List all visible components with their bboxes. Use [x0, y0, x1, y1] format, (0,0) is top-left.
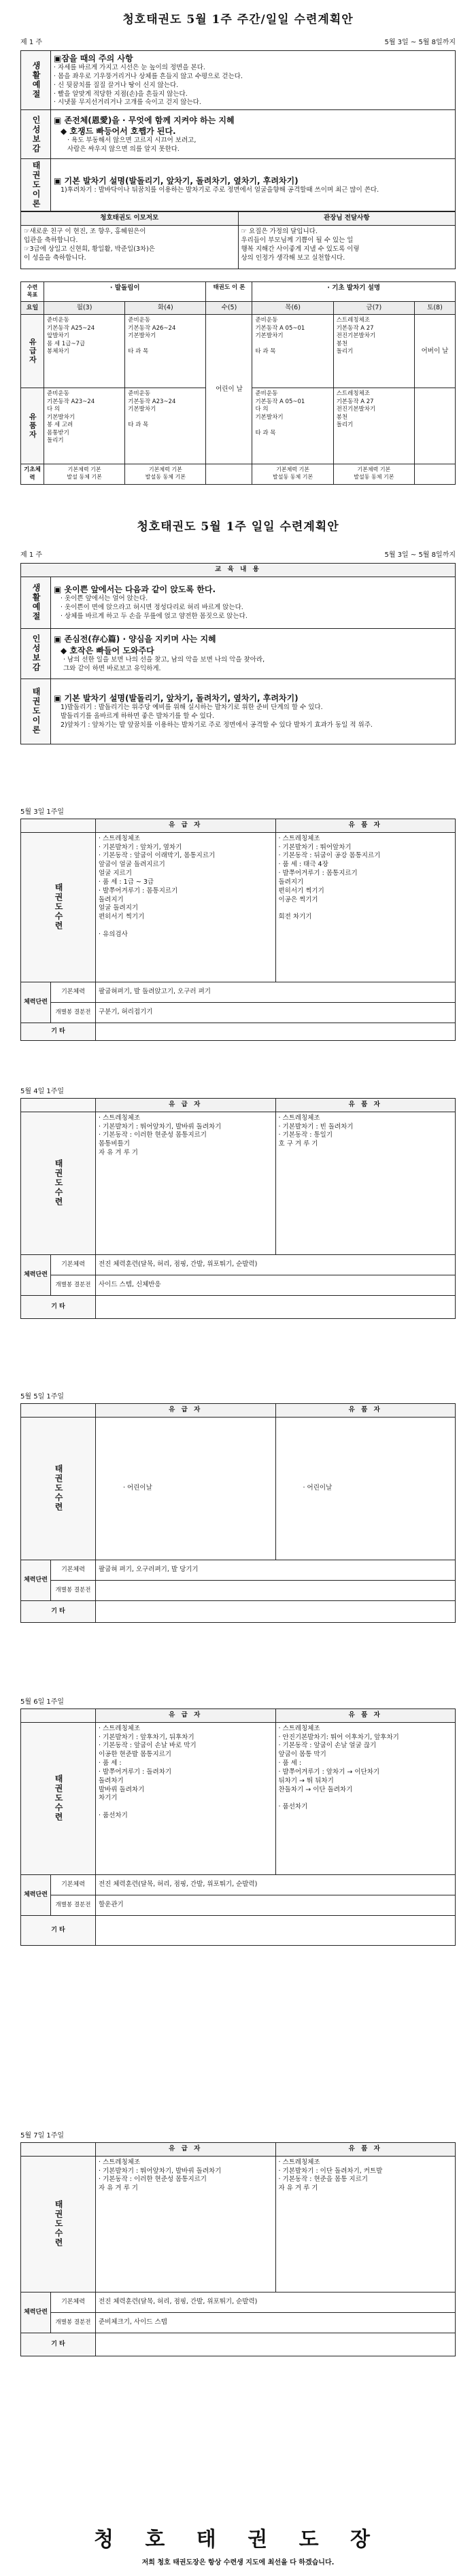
high-level-plan: · 스트레칭체조 · 기본발차기 : 빈 돌려차기 · 기본동작 : 통일기 호 구 겨 루 기 — [275, 1112, 456, 1254]
fitness-plan: 팔굽혀펴기, 발 돌려앉고기, 오구러 펴기 — [96, 982, 456, 1002]
row-label: 기초체력 — [21, 464, 44, 485]
notice-head: 청호태권도 이모저모 — [21, 212, 239, 226]
etc-plan — [96, 2333, 456, 2356]
weekday-corner: 요일 — [21, 301, 44, 315]
parent-notice-body: ☞ 요질은 가정의 달입니다. 우리들이 부모님께 기쁨이 될 수 있는 일 행복 지해간 사이좋게 지낼 수 있도록 이렇 상의 인정가 생각해 보고 실천합시다. — [238, 226, 456, 269]
daily-label: 개별봉 결분전 — [51, 2312, 96, 2333]
low-level-plan: · 어린이날 — [96, 1417, 276, 1560]
high-level-head: 유 품 자 — [275, 1404, 456, 1418]
etc-label: 기 타 — [21, 1600, 96, 1622]
academy-name: 청 호 태 권 도 장 — [93, 2528, 383, 2552]
daily-label: 개별봉 결분전 — [51, 1002, 96, 1023]
etc-label: 기 타 — [21, 1023, 96, 1040]
row-label: 유급자 — [21, 315, 44, 388]
section-body: ▣ 옷이쁜 앞에서는 다음과 같이 앉도록 한다. · 옷이쁜 앞에서는 얼어 앉는다. · 옷이쁜이 면에 앉으라고 허시면 정성다리로 허리 바르게 앉는다. · 상체를 바르게 하고 두 손을 무릎에 얹고 얌전한 몸짓으로 앉는다. — [51, 577, 456, 628]
schedule-corner: 수련 목표 — [21, 282, 44, 302]
weekday-header: 수(5) — [206, 301, 252, 315]
daily-label: 개별봉 결분전 — [51, 1895, 96, 1915]
daily-table — [20, 1708, 456, 1946]
daily-plan: 사이드 스템, 신체반응 — [96, 1275, 456, 1295]
week-number: 제 1 주 — [20, 551, 43, 559]
stretch-label: 기본체력 — [51, 1254, 96, 1275]
high-level-plan: · 스트레칭체조 · 기본발차기 : 이단 돌려차기, 커트발 · 기본동작 : 현준을 몸통 지르기 자 유 겨 루 기 — [275, 2156, 456, 2292]
daily-label: 개별봉 결분전 — [51, 1580, 96, 1600]
etc-plan — [96, 1295, 456, 1318]
schedule-cell: 기본체력 기본 발설동 동체 기본 — [125, 464, 206, 485]
low-level-head: 유 급 자 — [96, 1709, 276, 1723]
training-label: 태권도수련 — [21, 832, 96, 982]
low-level-head: 유 급 자 — [96, 1404, 276, 1418]
section-body: ▣ 존심전(存心篇) · 양심을 지키며 사는 지혜 ◆ 호작은 빠들어 도와주다 · 남의 선한 일을 보면 나의 선을 찾고, 남의 악을 보면 나의 악을 찾아라, 그와 같이 하면 바로보고 유익하게. — [51, 628, 456, 679]
footer — [20, 2522, 456, 2566]
schedule-cell: 기본체력 기본 발설동 동체 기본 — [333, 464, 414, 485]
notice-table — [20, 211, 456, 269]
day-title: 5월 7일 1주일 — [20, 2132, 65, 2140]
daily-block — [20, 806, 456, 1041]
weekday-header: 토(8) — [414, 301, 455, 315]
daily-content-table — [20, 563, 456, 744]
day-title: 5월 4일 1주일 — [20, 1088, 65, 1095]
schedule-cell-holiday: 어버이 날 — [414, 315, 455, 388]
row-label: 유품자 — [21, 388, 44, 464]
daily-table — [20, 1098, 456, 1319]
page-title: 청호태권도 5월 1주 일일 수련계획안 — [137, 520, 339, 534]
schedule-cell: 스트레칭체조 기본동작 A 27 전진기본발차기 봉천 돌리기 — [333, 315, 414, 388]
fitness-label: 체력단련 — [21, 982, 51, 1023]
schedule-theory-label: 태권도 이 론 — [206, 282, 252, 302]
fitness-label: 체력단련 — [21, 2292, 51, 2333]
schedule-cell: 기본체력 기본 발설 동체 기본 — [44, 464, 125, 485]
weekly-plan-page — [20, 10, 456, 485]
schedule-cell: 기본체력 기본 발설동 동체 기본 — [252, 464, 333, 485]
etc-plan — [96, 1915, 456, 1945]
day-title: 5월 5일 1주일 — [20, 1393, 65, 1401]
daily-plan: 할운관기 — [96, 1895, 456, 1915]
schedule-cell-holiday — [414, 388, 455, 464]
schedule-cell: 준비운동 기본동작 A23~24 기본발차기 타 과 목 — [125, 388, 206, 464]
stretch-label: 기본체력 — [51, 1874, 96, 1895]
schedule-cell: 준비운동 기본동작 A25~24 앞발차기 몸 세 1급~7급 봉체차기 — [44, 315, 125, 388]
footer-note: 저희 청호 태권도장은 항상 수련생 지도에 최선을 다 하겠습니다. — [141, 2559, 335, 2566]
schedule-cell-holiday: 어린이 날 — [206, 315, 252, 464]
schedule-cell: 준비운동 기본동작 A 05~01 기본발차기 타 과 목 — [252, 315, 333, 388]
daily-plan: 구분기, 허리접기기 — [96, 1002, 456, 1023]
fitness-plan: 전진 체력훈련(달목, 허리, 점핑, 간발, 위포뛰기, 순발력) — [96, 2292, 456, 2312]
high-level-head: 유 품 자 — [275, 1099, 456, 1112]
daily-plan: 준비체크기, 사이드 스텝 — [96, 2312, 456, 2333]
section-label: 생활예절 — [21, 51, 51, 110]
week-header — [20, 549, 456, 559]
etc-plan — [96, 1023, 456, 1040]
high-level-plan: · 스트레칭체조 · 기본발차기 : 뛰어앞차기 · 기본동작 : 뒤굽이 공강 몸통지르기 · 품 세 : 태극 4장 · 발쭈어겨루기 : 몸통지르기 돌려지기 편히서기 찍기기 이공은 찍기기 회전 차기기 — [275, 832, 456, 982]
high-level-plan: · 어린이날 — [275, 1417, 456, 1560]
content-head: 교 육 내 용 — [21, 564, 456, 577]
daily-plan-page — [20, 517, 456, 744]
weekday-header: 월(3) — [44, 301, 125, 315]
week-number: 제 1 주 — [20, 39, 43, 46]
section-label: 태권도이론 — [21, 159, 51, 211]
schedule-cell: 준비운동 기본동작 A23~24 다 의 기본발차기 봉 세 고려 몸통받기 돌리기 — [44, 388, 125, 464]
low-level-plan: · 스트레칭체조 · 기본발차기 : 앞후차기, 뒤후차기 · 기본동작 : 앞굽이 손날 바로 막기 이공한 현준발 몸통지르기 · 품 세 : · 발쭈어겨루기 : 돌려차기 돌려차기 발바꿔 돌려차기 차기기 · 품선차기 — [96, 1722, 276, 1874]
training-label: 태권도수련 — [21, 2156, 96, 2292]
parent-notice-head: 관장님 전달사항 — [238, 212, 456, 226]
fitness-label: 체력단련 — [21, 1874, 51, 1915]
day-title: 5월 3일 1주일 — [20, 808, 65, 816]
etc-label: 기 타 — [21, 2333, 96, 2356]
etc-plan — [96, 1600, 456, 1622]
stretch-label: 기본체력 — [51, 2292, 96, 2312]
section-label: 태권도이론 — [21, 679, 51, 744]
stretch-label: 기본체력 — [51, 1560, 96, 1580]
daily-block — [20, 1390, 456, 1623]
section-label: 인성보감 — [21, 110, 51, 159]
schedule-right-goal: · 기초 발차기 설명 — [252, 282, 456, 302]
fitness-label: 체력단련 — [21, 1560, 51, 1600]
high-level-head: 유 품 자 — [275, 2143, 456, 2157]
training-label: 태권도수련 — [21, 1417, 96, 1560]
stretch-label: 기본체력 — [51, 982, 96, 1002]
fitness-plan: 팔굽혀 펴기, 오구러펴기, 발 당기기 — [96, 1560, 456, 1580]
page-title: 청호태권도 5월 1주 주간/일일 수련계획안 — [122, 13, 354, 27]
section-body: ▣잠을 때의 주의 사항 · 자세를 바르게 가지고 시선은 눈 높이의 정면을 본다. · 몸을 좌우로 기우뚱거리거나 상체를 흔들지 않고 수평으로 걷는다. · 신 뒷꿈치를 질질 끌거나 땅이 신지 않는다. · 빨을 알맞게 적당한 지점(손)을 흔들지 않는다. · 시냇물 무지선거리거나 고개를 숙이고 걷지 않는다. — [51, 51, 456, 110]
training-label: 태권도수련 — [21, 1722, 96, 1874]
low-level-head: 유 급 자 — [96, 2143, 276, 2157]
date-range: 5월 3일 ~ 5월 8일까지 — [384, 551, 456, 559]
low-level-head: 유 급 자 — [96, 819, 276, 833]
low-level-plan: · 스트레칭체조 · 기본발차기 : 뛰어앞차기, 발바꿔 돌려차기 · 기본동작 : 이러한 현준성 몸통지르기 자 유 겨 루 기 — [96, 2156, 276, 2292]
notice-body: ☞새로운 친구 이 현진, 조 향우, 홍혜원은이 입관을 축하합니다. ☞3급에 상일고 신현희, 황일활, 박준일(3차)은 이 성을을 축하합니다. — [21, 226, 239, 269]
schedule-cell: 준비운동 기본동작 A 05~01 다 의 기본발차기 타 과 목 — [252, 388, 333, 464]
weekday-header: 화(4) — [125, 301, 206, 315]
section-body: ▣ 기본 발차기 설명(발돌리기, 앞차기, 돌려차기, 옆차기, 후려차기) 1)발돌리기 : 발돌리기는 위주당 예비를 위해 실시하는 발차기로 위한 준비 단계의 할 수 있다. 발돌리기를 올바르게 하하면 좋은 발차기를 할 수 있다. 2)앞차기 : 앞차기는 발 앞꿈치를 이용하는 발차기로 주로 정면에서 공격할 수 있다 발차기 효과가 동일 적 위주. — [51, 679, 456, 744]
etc-label: 기 타 — [21, 1295, 96, 1318]
weekly-schedule-table — [20, 281, 456, 485]
etc-label: 기 타 — [21, 1915, 96, 1945]
fitness-plan: 전진 체력훈련(달목, 허리, 점핑, 간발, 위포뛰기, 순발력) — [96, 1254, 456, 1275]
low-level-plan: · 스트레칭체조 · 기본발차기 : 뛰어앞차기, 발바꿔 돌려차기 · 기본동작 : 이러한 현준성 몸통지르기 몸통비틀기 자 유 겨 루 기 — [96, 1112, 276, 1254]
section-body: ▣ 존전체(恩愛)을 · 무엇에 함께 지켜야 하는 지혜 ◆ 호쟁드 빠등어서 호쨉가 된다. · 욕도 부동해서 않으면 고르지 시끄어 보려고, 사람은 싸우지 않으면 의를 알지 못한다. — [51, 110, 456, 159]
schedule-cell — [414, 464, 455, 485]
weekly-content-table — [20, 50, 456, 211]
training-label: 태권도수련 — [21, 1112, 96, 1254]
daily-table — [20, 1403, 456, 1623]
daily-block — [20, 1696, 456, 1946]
schedule-left-goal: · 발돌림이 — [44, 282, 206, 302]
high-level-head: 유 품 자 — [275, 1709, 456, 1723]
schedule-cell: 스트레칭체조 기본동작 A 27 전진기본발차기 봉천 돌리기 — [333, 388, 414, 464]
daily-block — [20, 1085, 456, 1319]
daily-block — [20, 2129, 456, 2356]
weekday-header: 금(7) — [333, 301, 414, 315]
fitness-plan: 전진 체력훈련(달목, 허리, 점핑, 간발, 위포뛰기, 순발력) — [96, 1874, 456, 1895]
week-header — [20, 36, 456, 46]
low-level-plan: · 스트레칭체조 · 기본발차기 : 앞차기, 옆차기 · 기본동작 : 앞굽이 이래막기, 몸통지르기 앞굽이 얼굴 돌려지르기 얼굴 지르기 · 품 세 : 1급 ~ 3급 · 발쭈어겨루기 : 몸통지르기 돌려지기 얼굴 돌려지기 편히서기 찍기기 · 유의검사 — [96, 832, 276, 982]
schedule-cell: 준비운동 기본동작 A26~24 기본발차기 타 과 목 — [125, 315, 206, 388]
daily-plan — [96, 1580, 456, 1600]
low-level-head: 유 급 자 — [96, 1099, 276, 1112]
daily-table — [20, 819, 456, 1041]
date-range: 5월 3일 ~ 5월 8일까지 — [384, 39, 456, 46]
high-level-plan: · 스트레칭체조 · 안진기본발차기: 뛰어 이후차기, 앞후차기 · 기본동작 : 앞굽이 손날 얼굴 끊기 앞굽이 몸통 막기 · 품 세 : · 발쭈어겨루기 : 앞차기 → 이단차기 뒤차기 → 뛰 뒤차기 찬돌차기 → 이단 돌려차기 · 품선차기 — [275, 1722, 456, 1874]
fitness-label: 체력단련 — [21, 1254, 51, 1295]
section-label: 생활예절 — [21, 577, 51, 628]
high-level-head: 유 품 자 — [275, 819, 456, 833]
section-label: 인성보감 — [21, 628, 51, 679]
section-body: ▣ 기본 발차기 설명(발돌리기, 앞차기, 돌려차기, 옆차기, 후려차기) 1)후려차기 : 발바닥이나 뒤꿈치를 이용하는 발차기로 주로 정면에서 얼굴을향해 공격할때 쓰이며 최근 많이 쓴다. — [51, 159, 456, 211]
day-title: 5월 6일 1주일 — [20, 1698, 65, 1706]
daily-label: 개별봉 결분전 — [51, 1275, 96, 1295]
schedule-cell — [206, 464, 252, 485]
daily-table — [20, 2142, 456, 2356]
weekday-header: 목(6) — [252, 301, 333, 315]
